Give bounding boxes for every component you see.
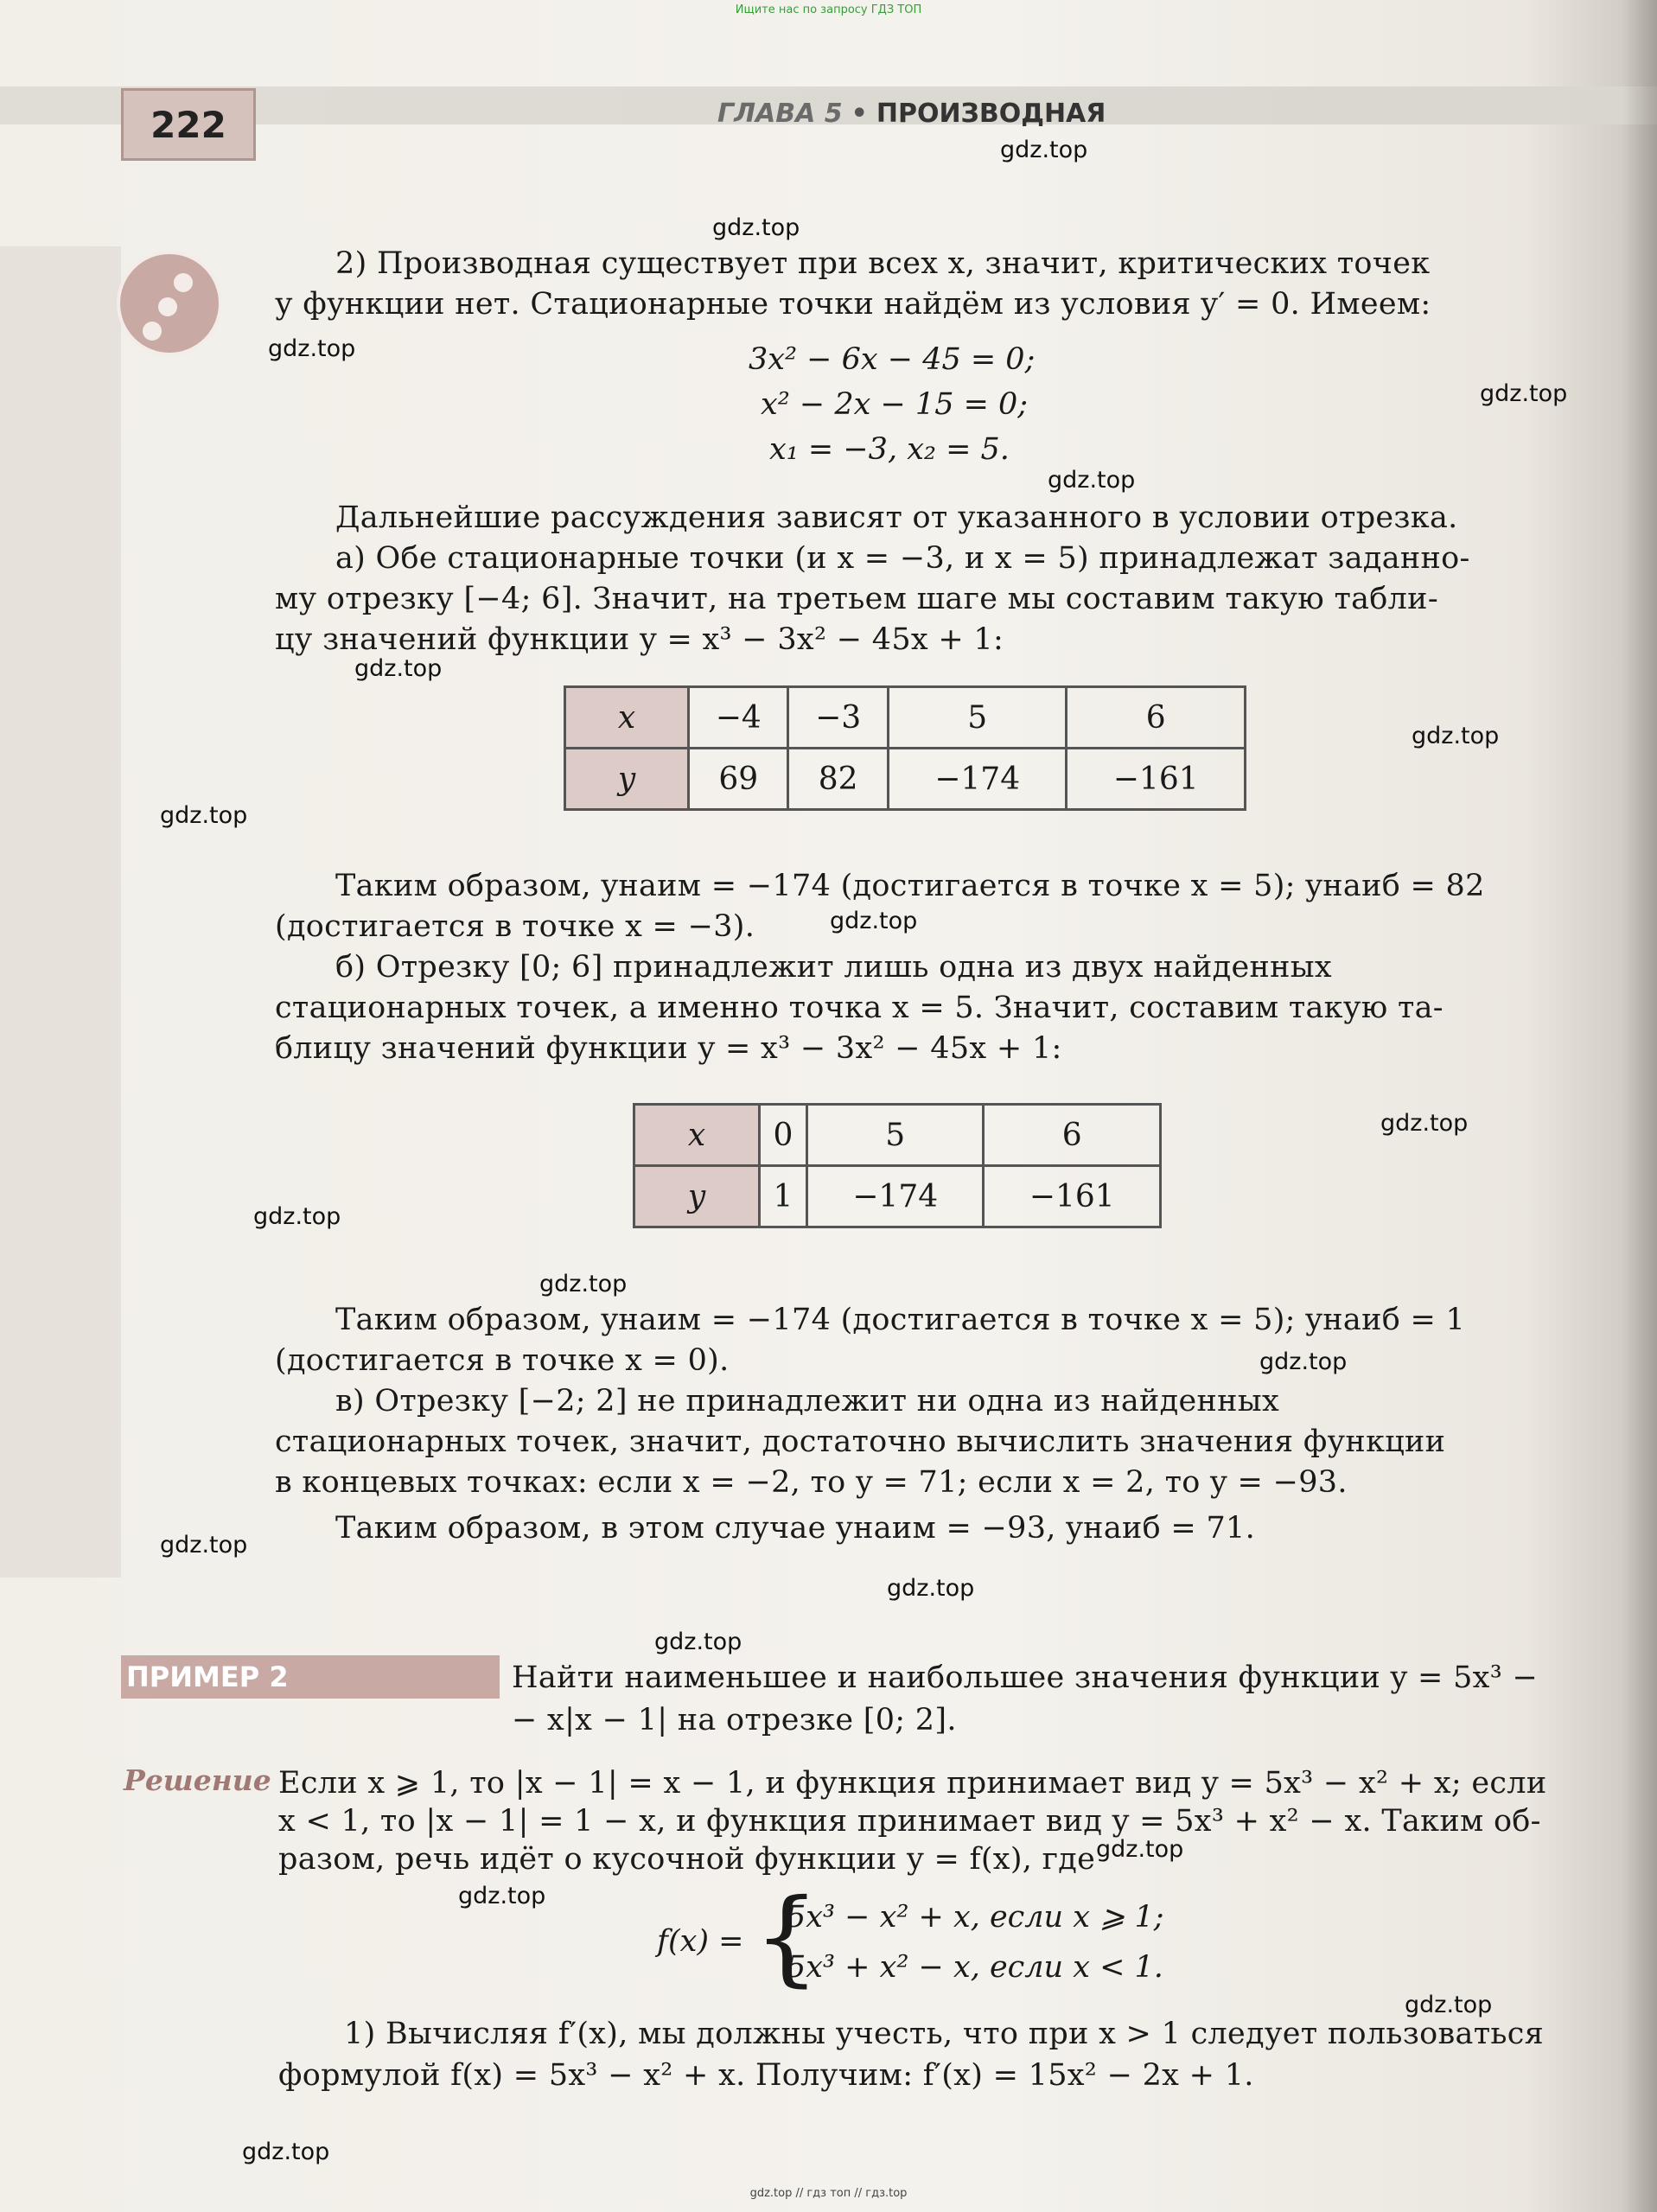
watermark: gdz.top bbox=[253, 1203, 341, 1230]
table-row bbox=[634, 1166, 1161, 1227]
dots-icon bbox=[117, 251, 222, 356]
text-line: цу значений функции y = x³ − 3x² − 45x + 1: bbox=[275, 622, 1004, 657]
table-header-y: y bbox=[634, 1166, 760, 1227]
watermark: gdz.top bbox=[1380, 1110, 1469, 1137]
table-cell: −4 bbox=[689, 687, 788, 749]
watermark: gdz.top bbox=[1000, 137, 1088, 163]
text-line: б) Отрезку [0; 6] принадлежит лишь одна из двух найденных bbox=[335, 950, 1332, 985]
table-cell: −161 bbox=[984, 1166, 1161, 1227]
text-line: Таким образом, yнаим = −174 (достигается в точке x = 5); yнаиб = 1 bbox=[335, 1303, 1466, 1337]
chapter-label: ГЛАВА 5 bbox=[717, 99, 843, 129]
piecewise-case: 5x³ + x² − x, если x < 1. bbox=[787, 1950, 1163, 1985]
watermark: gdz.top bbox=[242, 2139, 330, 2165]
piecewise-case: 5x³ − x² + x, если x ⩾ 1; bbox=[787, 1900, 1164, 1935]
piecewise-lhs: f(x) = bbox=[657, 1924, 744, 1959]
text-line: блицу значений функции y = x³ − 3x² − 45x + 1: bbox=[275, 1031, 1062, 1066]
text-line: Таким образом, yнаим = −174 (достигается в точке x = 5); yнаиб = 82 bbox=[335, 869, 1485, 903]
table-cell: −174 bbox=[806, 1166, 984, 1227]
values-table-a bbox=[564, 685, 1246, 811]
table-header-x: x bbox=[634, 1105, 760, 1166]
watermark: gdz.top bbox=[712, 214, 800, 241]
page-edge-shadow bbox=[1622, 0, 1657, 2212]
watermark: gdz.top bbox=[160, 802, 248, 829]
bottom-note: gdz.top // гдз топ // гдз.top bbox=[749, 2187, 908, 2200]
table-cell: 1 bbox=[760, 1166, 807, 1227]
margin-band bbox=[0, 246, 121, 1578]
text-line: Таким образом, в этом случае yнаим = −93, yнаиб = 71. bbox=[335, 1511, 1256, 1546]
top-note: Ищите нас по запросу ГДЗ ТОП bbox=[735, 3, 922, 16]
text-line: стационарных точек, значит, достаточно вычислить значения функции bbox=[275, 1425, 1446, 1459]
text-line: в) Отрезку [−2; 2] не принадлежит ни одна из найденных bbox=[335, 1384, 1279, 1418]
text-line: (достигается в точке x = 0). bbox=[275, 1343, 730, 1378]
example-task-line: Найти наименьшее и наибольшее значения функции y = 5x³ − bbox=[512, 1661, 1539, 1695]
text-line: у функции нет. Стационарные точки найдём из условия y′ = 0. Имеем: bbox=[275, 287, 1431, 322]
table-header-x: x bbox=[565, 687, 689, 749]
page-number: 222 bbox=[121, 88, 256, 161]
table-cell: −161 bbox=[1067, 749, 1246, 810]
watermark: gdz.top bbox=[354, 655, 443, 682]
chapter-title: ПРОИЗВОДНАЯ bbox=[876, 99, 1106, 129]
watermark: gdz.top bbox=[1405, 1992, 1493, 2018]
solution-line: Если x ⩾ 1, то |x − 1| = x − 1, и функция принимает вид y = 5x³ − x² + x; если bbox=[278, 1766, 1547, 1801]
text-line: Дальнейшие рассуждения зависят от указанного в условии отрезка. bbox=[335, 500, 1458, 535]
table-row bbox=[565, 749, 1246, 810]
table-row bbox=[634, 1105, 1161, 1166]
watermark: gdz.top bbox=[1096, 1836, 1184, 1863]
table-cell: 6 bbox=[984, 1105, 1161, 1166]
equation: x₁ = −3, x₂ = 5. bbox=[769, 432, 1010, 467]
text-line: му отрезку [−4; 6]. Значит, на третьем шаге мы составим такую табли- bbox=[275, 582, 1438, 616]
text-line: стационарных точек, а именно точка x = 5. Значит, составим такую та- bbox=[275, 991, 1444, 1025]
example-label: ПРИМЕР 2 bbox=[126, 1661, 289, 1693]
watermark: gdz.top bbox=[1480, 380, 1568, 407]
piecewise-brace: { bbox=[754, 1877, 820, 1998]
watermark: gdz.top bbox=[160, 1532, 248, 1559]
text-line: в концевых точках: если x = −2, то y = 71; если x = 2, то y = −93. bbox=[275, 1465, 1348, 1500]
text-line: а) Обе стационарные точки (и x = −3, и x = 5) принадлежат заданно- bbox=[335, 541, 1470, 576]
equation: x² − 2x − 15 = 0; bbox=[761, 387, 1029, 422]
table-cell: 5 bbox=[806, 1105, 984, 1166]
watermark: gdz.top bbox=[268, 335, 356, 362]
chapter-header bbox=[717, 99, 1106, 129]
text-line: 2) Производная существует при всех x, значит, критических точек bbox=[335, 246, 1431, 281]
bullet: • bbox=[851, 99, 868, 129]
watermark: gdz.top bbox=[654, 1629, 742, 1655]
table-cell: 0 bbox=[760, 1105, 807, 1166]
watermark: gdz.top bbox=[830, 908, 918, 934]
table-cell: 6 bbox=[1067, 687, 1246, 749]
example-task-line: − x|x − 1| на отрезке [0; 2]. bbox=[512, 1703, 957, 1737]
watermark: gdz.top bbox=[1048, 467, 1136, 494]
watermark: gdz.top bbox=[458, 1883, 546, 1909]
solution-line: разом, речь идёт о кусочной функции y = f(x), где bbox=[278, 1842, 1096, 1877]
solution-line: формулой f(x) = 5x³ − x² + x. Получим: f′(x) = 15x² − 2x + 1. bbox=[278, 2058, 1254, 2093]
table-cell: 82 bbox=[788, 749, 888, 810]
solution-label: Решение bbox=[124, 1763, 271, 1797]
table-cell: 5 bbox=[888, 687, 1067, 749]
solution-line: 1) Вычисляя f′(x), мы должны учесть, что при x > 1 следует пользоваться bbox=[344, 2017, 1545, 2051]
watermark: gdz.top bbox=[1412, 723, 1500, 749]
values-table-b bbox=[633, 1103, 1162, 1228]
solution-line: x < 1, то |x − 1| = 1 − x, и функция принимает вид y = 5x³ + x² − x. Таким об- bbox=[278, 1804, 1541, 1839]
watermark: gdz.top bbox=[539, 1271, 628, 1297]
text-line: (достигается в точке x = −3). bbox=[275, 909, 755, 944]
table-cell: 69 bbox=[689, 749, 788, 810]
table-header-y: y bbox=[565, 749, 689, 810]
watermark: gdz.top bbox=[1259, 1348, 1348, 1375]
table-cell: −174 bbox=[888, 749, 1067, 810]
table-row bbox=[565, 687, 1246, 749]
equation: 3x² − 6x − 45 = 0; bbox=[749, 342, 1036, 377]
table-cell: −3 bbox=[788, 687, 888, 749]
watermark: gdz.top bbox=[887, 1575, 975, 1602]
